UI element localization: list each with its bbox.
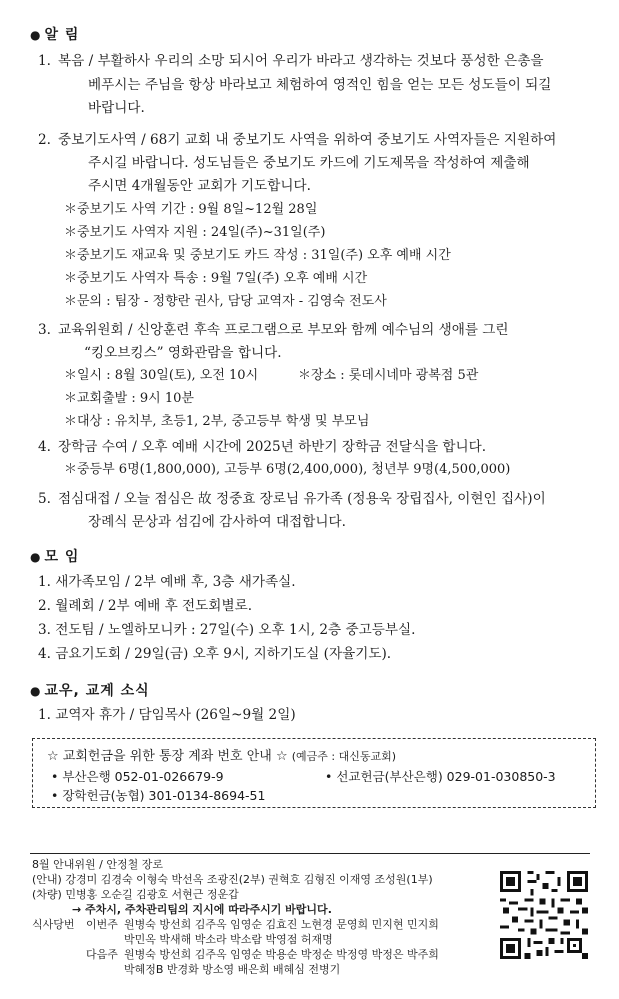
parking-note: → 주차시, 주차관리팀의 지시에 따라주시기 바랍니다. xyxy=(72,903,332,916)
meeting-item-4: 4. 금요기도회 / 29일(금) 오후 9시, 지하기도실 (자율기도). xyxy=(38,646,392,662)
notice-item-3-place: ＊장소 : 롯데시네마 광복점 5관 xyxy=(298,368,479,383)
notice-item-3: 3. 교육위원회 / 신앙훈련 후속 프로그램으로 부모와 함께 예수님의 생애를 그린 xyxy=(38,322,509,338)
this-week-names-2: 박민옥 박새해 박소라 박소람 박영점 허재명 xyxy=(124,933,333,946)
this-week-label: 이번주 xyxy=(86,918,118,931)
usher-guide: (안내) 강경미 김경숙 이형숙 박선옥 조광진(2부) 권혁호 김형진 이재영 조성원(1부) xyxy=(32,873,433,886)
bank-account-busan: • 부산은행 052-01-026679-9 xyxy=(51,769,224,784)
notice-item-2-line3: 주시면 4개월동안 교회가 기도합니다. xyxy=(88,178,311,194)
notice-item-2-sub-2: ＊중보기도 사역자 지원 : 24일(주)~31일(주) xyxy=(64,225,326,240)
bullet-icon: ● xyxy=(30,684,42,698)
bullet-icon: ● xyxy=(30,550,42,564)
meetings-heading: ● 모 임 xyxy=(30,549,80,565)
next-week-label: 다음주 xyxy=(86,948,118,961)
notice-item-4-sub: ＊중등부 6명(1,800,000), 고등부 6명(2,400,000), 청년부 9명(4,500,000) xyxy=(64,462,511,477)
this-week-names-1: 원병숙 방선희 김주옥 임영순 김효진 노현경 문영희 민지현 민지희 xyxy=(124,918,439,931)
bank-account-mission: • 선교헌금(부산은행) 029-01-030850-3 xyxy=(325,769,556,784)
news-item-1: 1. 교역자 휴가 / 담임목사 (26일~9월 2일) xyxy=(38,707,296,723)
notice-item-3-date: ＊일시 : 8월 30일(토), 오전 10시 xyxy=(64,368,259,383)
meeting-item-3: 3. 전도팀 / 노엘하모니카 : 27일(수) 오후 1시, 2층 중고등부실. xyxy=(38,622,416,638)
notice-item-5-line2: 장례식 문상과 섬김에 감사하여 대접합니다. xyxy=(88,514,346,530)
meal-duty-label: 식사당번 xyxy=(32,918,75,931)
notice-item-4: 4. 장학금 수여 / 오후 예배 시간에 2025년 하반기 장학금 전달식을 합니다. xyxy=(38,439,487,455)
notices-heading: ● 알 림 xyxy=(30,27,80,43)
notice-item-1-line3: 바랍니다. xyxy=(88,100,145,116)
notice-item-2-sub-3: ＊중보기도 재교육 및 중보기도 카드 작성 : 31일(주) 오후 예배 시간 xyxy=(64,248,451,263)
notice-item-1-line2: 베푸시는 주님을 항상 바라보고 체험하여 영적인 힘을 얻는 모든 성도들이 되길 xyxy=(88,77,552,93)
usher-title: 8월 안내위원 / 안정철 장로 xyxy=(32,858,163,871)
bank-account-scholarship: • 장학헌금(농협) 301-0134-8694-51 xyxy=(51,788,266,803)
next-week-names-1: 원병숙 방선희 김주옥 임영순 박용순 박정순 박정영 박정은 박주희 xyxy=(124,948,439,961)
notice-item-2-sub-4: ＊중보기도 사역자 특송 : 9월 7일(주) 오후 예배 시간 xyxy=(64,271,368,286)
notice-item-2: 2. 중보기도사역 / 68기 교회 내 중보기도 사역을 위하여 중보기도 사역자들은 지원하여 xyxy=(38,132,557,148)
usher-parking: (차량) 민병홍 오순길 김광호 서현근 정운갑 xyxy=(32,888,239,901)
next-week-names-2: 박혜정B 반경화 방소영 배은희 배혜심 전병기 xyxy=(124,963,341,976)
meeting-item-2: 2. 월례회 / 2부 예배 후 전도회별로. xyxy=(38,598,253,614)
bank-title: ☆ 교회헌금을 위한 통장 계좌 번호 안내 ☆ (예금주 : 대신동교회) xyxy=(47,749,397,764)
notice-item-2-sub-1: ＊중보기도 사역 기간 : 9월 8일~12월 28일 xyxy=(64,202,318,217)
qr-code-icon xyxy=(500,871,588,959)
footer-divider xyxy=(30,853,590,854)
meeting-item-1: 1. 새가족모임 / 2부 예배 후, 3층 새가족실. xyxy=(38,574,296,590)
news-heading: ● 교우, 교계 소식 xyxy=(30,683,150,699)
bullet-icon: ● xyxy=(30,28,42,42)
notice-item-2-sub-5: ＊문의 : 팀장 - 정향란 권사, 담당 교역자 - 김영숙 전도사 xyxy=(64,294,387,309)
notice-item-5: 5. 점심대접 / 오늘 점심은 故 정중효 장로님 유가족 (정용욱 장립집사, 이현인 집사)이 xyxy=(38,491,546,507)
notice-item-2-line2: 주시길 바랍니다. 성도님들은 중보기도 카드에 기도제목을 작성하여 제출해 xyxy=(88,155,530,171)
bank-account-box xyxy=(32,738,596,808)
notice-item-3-depart: ＊교회출발 : 9시 10분 xyxy=(64,391,194,406)
notice-item-3-line2: “킹오브킹스” 영화관람을 합니다. xyxy=(84,345,282,361)
notice-item-3-target: ＊대상 : 유치부, 초등1, 2부, 중고등부 학생 및 부모님 xyxy=(64,414,370,429)
notice-item-1: 1. 복음 / 부활하사 우리의 소망 되시어 우리가 바라고 생각하는 것보다 풍성한 은총을 xyxy=(38,53,544,69)
